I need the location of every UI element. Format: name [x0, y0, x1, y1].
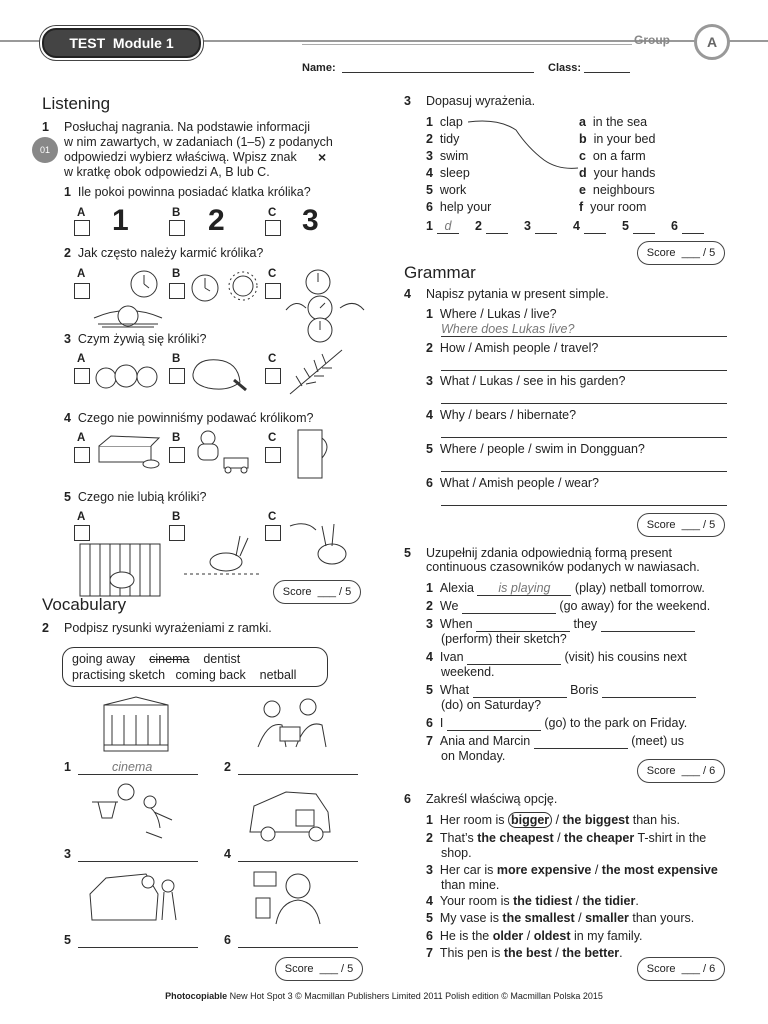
ex4-item-prompt: What / Amish people / wear?	[432, 476, 600, 490]
ex3-answer-blank[interactable]	[682, 219, 704, 234]
ex3-instruction: Dopasuj wyrażenia.	[426, 94, 536, 108]
ex3-answer-number: 5	[622, 219, 629, 233]
sunrise-clock-image	[92, 268, 164, 328]
ex6-option-1[interactable]: the tidiest	[513, 894, 573, 908]
ex6-option-1[interactable]: the cheapest	[477, 831, 554, 845]
ex5-item4: 4 Ivan (visit) his cousins next	[426, 650, 687, 664]
ex5-item2-blank[interactable]	[462, 599, 556, 614]
ex4-item	[426, 341, 598, 355]
ex2-item2-number: 2	[224, 760, 231, 774]
ex3-answer-number: 3	[524, 219, 531, 233]
ex4-answer-line[interactable]	[441, 437, 727, 438]
ex2-item5-line[interactable]	[78, 947, 198, 948]
ex2-item1-line[interactable]	[78, 774, 198, 775]
ex3-answer-blank[interactable]	[535, 219, 557, 234]
ex6-item	[426, 894, 639, 908]
test-title-badge	[42, 28, 201, 58]
ex6-option-2[interactable]: the cheaper	[564, 831, 635, 845]
ex2-item3-line[interactable]	[78, 861, 198, 862]
footer	[0, 991, 768, 1001]
ex6-item-number: 1	[426, 813, 433, 827]
ex6-number: 6	[404, 792, 411, 806]
q1-letter-c: C	[268, 207, 277, 219]
ex4-item-prompt: Why / bears / hibernate?	[432, 408, 577, 422]
ex3-answer	[524, 219, 557, 234]
ex3-left-item	[426, 132, 459, 146]
apples-image	[92, 360, 162, 390]
ex6-item-number: 6	[426, 929, 433, 943]
test-title: TEST Module 1	[69, 35, 174, 51]
ex3-answer	[671, 219, 704, 234]
ex5-item6: 6 I (go) to the park on Friday.	[426, 716, 688, 730]
ex6-option-2[interactable]: oldest	[533, 929, 571, 943]
ex6-item-number: 2	[426, 831, 433, 845]
word-coming-back: coming back	[175, 668, 246, 682]
ex1-q1: 1 Ile pokoi powinna posiadać klatka królika?	[64, 185, 311, 199]
ex6-option-2[interactable]: smaller	[585, 911, 629, 925]
ex6-separator: /	[574, 911, 586, 925]
q3-checkbox-b[interactable]	[169, 368, 185, 384]
q3-letter-a: A	[77, 353, 86, 365]
ex3-left-text: help your	[432, 200, 492, 214]
word-netball: netball	[259, 668, 297, 682]
ex5-item5: 5 What Boris	[426, 683, 696, 698]
ex5-item7: 7 Ania and Marcin (meet) us	[426, 734, 684, 748]
ex4-item	[426, 476, 599, 490]
ex6-separator: /	[591, 863, 602, 877]
ex3-answer-blank[interactable]	[633, 219, 655, 234]
jug-image	[292, 424, 332, 482]
car-luggage-image	[246, 782, 340, 844]
ex6-item-cont: shop.	[441, 846, 472, 860]
ex3-answer	[426, 219, 459, 234]
ex6-option-1[interactable]: older	[492, 929, 524, 943]
q4-letter-c: C	[268, 432, 277, 444]
header-right-rule	[302, 44, 632, 45]
q3-letter-b: B	[172, 353, 181, 365]
ex5-instruction-line1: Uzupełnij zdania odpowiednią formą present	[426, 546, 672, 560]
ex6-item-post: .	[619, 946, 623, 960]
group-value: A	[706, 34, 718, 50]
ex6-option-2[interactable]: the better	[562, 946, 620, 960]
ex4-item-prompt: What / Lukas / see in his garden?	[432, 374, 626, 388]
ex3-right-letter: b	[579, 132, 587, 146]
ex3-number: 3	[404, 94, 411, 108]
ex6-separator: /	[523, 929, 534, 943]
q5-checkbox-c[interactable]	[265, 525, 281, 541]
q1-letter-b: B	[172, 207, 181, 219]
ex1-instruction-line3: odpowiedzi wybierz właściwą. Wpisz znak	[64, 150, 297, 164]
q4-checkbox-c[interactable]	[265, 447, 281, 463]
ex6-item	[426, 831, 706, 845]
ex3-answer-blank[interactable]	[584, 219, 606, 234]
q1-checkbox-b[interactable]	[169, 220, 185, 236]
ex6-item-pre: My vase is	[432, 911, 503, 925]
ex2-item1-number: 1	[64, 760, 71, 774]
ex5-item1: 1 Alexia is playing (play) netball tomorrow.	[426, 581, 705, 595]
footer-photocopiable: Photocopiable	[165, 991, 228, 1001]
cross-mark-icon: ×	[318, 149, 327, 165]
ex2-item6-line[interactable]	[238, 947, 358, 948]
q1-checkbox-a[interactable]	[74, 220, 90, 236]
ex6-item-number: 4	[426, 894, 433, 908]
ex2-item4-line[interactable]	[238, 861, 358, 862]
q5-letter-c: C	[268, 511, 277, 523]
q2-letter-a: A	[77, 268, 86, 280]
ex3-right-text: on a farm	[585, 149, 646, 163]
ex5-score: Score ___ / 6	[637, 759, 725, 783]
ex6-instruction: Zakreśl właściwą opcję.	[426, 792, 558, 806]
ex6-option-1[interactable]: the best	[503, 946, 552, 960]
ex3-left-item	[426, 166, 470, 180]
q2-letter-b: B	[172, 268, 181, 280]
word-going-away: going away	[72, 652, 136, 666]
ex6-item-pre: Her room is	[432, 813, 508, 827]
ex6-separator: /	[552, 813, 563, 827]
ex3-right-letter: c	[579, 149, 586, 163]
ex6-item-pre: Your room is	[432, 894, 514, 908]
word-box-line1	[72, 652, 240, 666]
cd-track-icon	[32, 137, 58, 163]
ex4-answer-line[interactable]	[441, 370, 727, 371]
ex5-instruction-line2: continuous czasowników podanych w nawiasach.	[426, 560, 700, 574]
ex1-score: Score ___ / 5	[273, 580, 361, 604]
ex3-left-number: 4	[426, 166, 433, 180]
q4-letter-a: A	[77, 432, 86, 444]
cinema-building-image	[98, 695, 174, 755]
word-cinema: cinema	[149, 652, 190, 666]
ex6-score: Score ___ / 6	[637, 957, 725, 981]
ex1-number: 1	[42, 120, 49, 134]
ex6-item	[426, 946, 623, 960]
ex3-left-item	[426, 115, 463, 129]
ex5-item2: 2 We (go away) for the weekend.	[426, 599, 711, 613]
ex3-right-text: in the sea	[585, 115, 648, 129]
ex6-option-1[interactable]: more expensive	[496, 863, 592, 877]
ex1-q4: 4 Czego nie powinniśmy podawać królikom?	[64, 411, 314, 425]
ex4-item-number: 1	[426, 307, 433, 321]
ex5-item7-cont: on Monday.	[441, 749, 506, 763]
q1-option-c: 3	[302, 204, 319, 237]
ex3-answer-number: 4	[573, 219, 580, 233]
q1-option-b: 2	[208, 204, 225, 237]
reading-couple-image	[246, 695, 336, 753]
ex3-left-text: sleep	[432, 166, 470, 180]
ex3-left-number: 6	[426, 200, 433, 214]
ex4-score: Score ___ / 5	[637, 513, 725, 537]
ex6-item-pre: He is the	[432, 929, 493, 943]
q1-checkbox-c[interactable]	[265, 220, 281, 236]
ex6-item-post: T-shirt in the	[634, 831, 707, 845]
match-line	[468, 118, 588, 174]
ex5-item1-blank[interactable]: is playing	[477, 581, 571, 596]
ex1-q5: 5 Czego nie lubią króliki?	[64, 490, 207, 504]
rabbit-grass-image	[182, 528, 264, 578]
ex3-score: Score ___ / 5	[637, 241, 725, 265]
toys-image	[190, 428, 258, 476]
ex2-instruction: Podpisz rysunki wyrażeniami z ramki.	[64, 621, 272, 635]
ex4-item-number: 5	[426, 442, 433, 456]
ex3-answer-blank[interactable]: d	[437, 219, 459, 234]
ex6-item-pre: This pen is	[432, 946, 504, 960]
ex6-separator: /	[572, 894, 583, 908]
grammar-heading: Grammar	[404, 263, 476, 282]
class-label: Class:	[548, 62, 582, 74]
three-clocks-image	[282, 268, 366, 344]
ex3-right-letter: f	[579, 200, 584, 214]
ex3-left-number: 2	[426, 132, 433, 146]
ex3-left-text: clap	[432, 115, 463, 129]
ham-image	[188, 354, 248, 394]
ex3-left-item	[426, 149, 468, 163]
ex5-item3-blank1[interactable]	[476, 617, 570, 632]
q4-checkbox-a[interactable]	[74, 447, 90, 463]
ex2-score: Score ___ / 5	[275, 957, 363, 981]
ex4-item	[426, 408, 576, 422]
ex1-q3: 3 Czym żywią się króliki?	[64, 332, 207, 346]
ex4-item	[426, 374, 625, 388]
ex3-right-item	[579, 115, 647, 129]
ex4-item	[426, 442, 645, 456]
ex4-item-number: 6	[426, 476, 433, 490]
ex4-answer-text: Where does Lukas live?	[441, 322, 575, 336]
ex4-answer-line[interactable]	[441, 505, 727, 506]
ex3-left-text: swim	[432, 149, 469, 163]
ex6-item	[426, 911, 694, 925]
ex4-answer-line[interactable]	[441, 336, 727, 337]
ex5-item4-blank[interactable]	[467, 650, 561, 665]
ex3-answer-number: 2	[475, 219, 482, 233]
ex5-item7-blank[interactable]	[534, 734, 628, 749]
ex1-instruction-line2: w nim zawartych, w zadaniach (1–5) z podanych	[64, 135, 333, 149]
ex6-item-post: than yours.	[628, 911, 695, 925]
ex3-answer-blank[interactable]	[486, 219, 508, 234]
ex6-item-number: 3	[426, 863, 433, 877]
ex6-item-post: in my family.	[570, 929, 643, 943]
ex4-item-number: 4	[426, 408, 433, 422]
ex5-item6-blank[interactable]	[447, 716, 541, 731]
ex6-item-post: .	[635, 894, 639, 908]
car-family-image	[86, 864, 184, 928]
cd-track-number: 01	[39, 145, 50, 155]
ex2-item5-number: 5	[64, 933, 71, 947]
ex1-q2: 2 Jak często należy karmić królika?	[64, 246, 264, 260]
ex6-item	[426, 863, 718, 877]
ex5-number: 5	[404, 546, 411, 560]
ex3-right-letter: d	[579, 166, 587, 180]
ex4-item	[426, 307, 557, 321]
ex6-option-1[interactable]: the smallest	[502, 911, 575, 925]
name-field[interactable]	[342, 72, 534, 73]
ex3-right-item	[579, 183, 655, 197]
ex2-item6-number: 6	[224, 933, 231, 947]
ex4-answer-line[interactable]	[441, 471, 727, 472]
ex3-right-item	[579, 200, 646, 214]
ex3-right-text: in your bed	[586, 132, 656, 146]
ex4-item-number: 2	[426, 341, 433, 355]
name-label: Name:	[302, 62, 336, 74]
ex6-item-number: 7	[426, 946, 433, 960]
ex6-item-pre: Her car is	[432, 863, 497, 877]
class-field[interactable]	[584, 72, 630, 73]
ex3-right-item	[579, 132, 655, 146]
ex6-item-cont: than mine.	[441, 878, 500, 892]
ex6-option-2[interactable]: the most expensive	[601, 863, 718, 877]
ex2-item2-line[interactable]	[238, 774, 358, 775]
q2-letter-c: C	[268, 268, 277, 280]
ex3-right-text: your room	[583, 200, 647, 214]
ex6-option-2[interactable]: the tidier	[582, 894, 636, 908]
ex6-item-post: than his.	[629, 813, 680, 827]
two-clocks-sun-image	[188, 268, 264, 308]
q3-checkbox-a[interactable]	[74, 368, 90, 384]
listening-heading: Listening	[42, 94, 111, 113]
ex3-left-number: 5	[426, 183, 433, 197]
ex2-number: 2	[42, 621, 49, 635]
ex5-item3-blank2[interactable]	[601, 617, 695, 632]
ex4-number: 4	[404, 287, 411, 301]
ex6-separator: /	[553, 831, 565, 845]
word-box-line2	[72, 668, 296, 682]
q4-letter-b: B	[172, 432, 181, 444]
q2-checkbox-b[interactable]	[169, 283, 185, 299]
ex3-left-item	[426, 183, 466, 197]
q3-letter-c: C	[268, 353, 277, 365]
ex6-option-2[interactable]: the biggest	[562, 813, 630, 827]
cake-image	[95, 432, 161, 472]
ex3-right-letter: e	[579, 183, 586, 197]
word-practising-sketch: practising sketch	[72, 668, 166, 682]
q1-option-a: 1	[112, 204, 129, 237]
rabbit-hand-image	[286, 516, 366, 572]
ex3-left-number: 3	[426, 149, 433, 163]
ex3-left-text: tidy	[432, 132, 460, 146]
ex3-left-text: work	[432, 183, 467, 197]
ex6-item	[426, 929, 643, 943]
ex3-right-item	[579, 166, 655, 180]
q4-checkbox-b[interactable]	[169, 447, 185, 463]
vocabulary-heading: Vocabulary	[42, 595, 127, 614]
q2-checkbox-a[interactable]	[74, 283, 90, 299]
ex3-answer	[622, 219, 655, 234]
ex5-item3-cont: (perform) their sketch?	[441, 632, 567, 646]
ex2-item4-number: 4	[224, 847, 231, 861]
footer-copyright: New Hot Spot 3 © Macmillan Publishers Limited 2011 Polish edition © Macmillan Polska 2015	[227, 991, 603, 1001]
ex6-item-pre: That’s	[432, 831, 478, 845]
ex3-right-text: your hands	[586, 166, 656, 180]
ex3-left-number: 1	[426, 115, 433, 129]
group-badge	[694, 24, 730, 60]
ex2-item3-number: 3	[64, 847, 71, 861]
ex5-item4-cont: weekend.	[441, 665, 495, 679]
ex3-answer-number: 6	[671, 219, 678, 233]
ex4-item-prompt: How / Amish people / travel?	[432, 341, 599, 355]
ex4-item-prompt: Where / people / swim in Dongguan?	[432, 442, 645, 456]
ex4-instruction: Napisz pytania w present simple.	[426, 287, 609, 301]
ex3-right-letter: a	[579, 115, 586, 129]
ex6-item-number: 5	[426, 911, 433, 925]
ex3-right-text: neighbours	[585, 183, 655, 197]
ex6-separator: /	[551, 946, 563, 960]
ex5-item3: 3 When they	[426, 617, 695, 632]
ex5-item5-blank2[interactable]	[602, 683, 696, 698]
q5-checkbox-a[interactable]	[74, 525, 90, 541]
q5-letter-b: B	[172, 511, 181, 523]
ex6-item	[426, 813, 680, 827]
ex3-answer-number: 1	[426, 219, 433, 233]
ex3-answer	[475, 219, 508, 234]
q1-letter-a: A	[77, 207, 86, 219]
ex1-instruction-line1: Posłuchaj nagrania. Na podstawie informacji	[64, 120, 310, 134]
ex3-left-item	[426, 200, 491, 214]
ex5-item5-blank1[interactable]	[473, 683, 567, 698]
ex4-answer-line[interactable]	[441, 403, 727, 404]
ex1-instruction-line4: w kratkę obok odpowiedzi A, B lub C.	[64, 165, 270, 179]
group-label: Group	[634, 33, 670, 47]
ex4-item-prompt: Where / Lukas / live?	[432, 307, 557, 321]
ex3-right-item	[579, 149, 646, 163]
rabbit-cage-image	[78, 540, 164, 600]
grass-image	[286, 346, 346, 398]
ex4-item-number: 3	[426, 374, 433, 388]
ex6-option-1[interactable]: bigger	[508, 812, 552, 828]
ex3-answer	[573, 219, 606, 234]
ex2-item1-answer: cinema	[112, 760, 153, 774]
ex5-item5-cont: (do) on Saturday?	[441, 698, 542, 712]
q2-checkbox-c[interactable]	[265, 283, 281, 299]
q5-letter-a: A	[77, 511, 86, 523]
netball-image	[88, 782, 188, 844]
word-dentist: dentist	[203, 652, 241, 666]
q3-checkbox-c[interactable]	[265, 368, 281, 384]
dentist-image	[246, 864, 336, 928]
